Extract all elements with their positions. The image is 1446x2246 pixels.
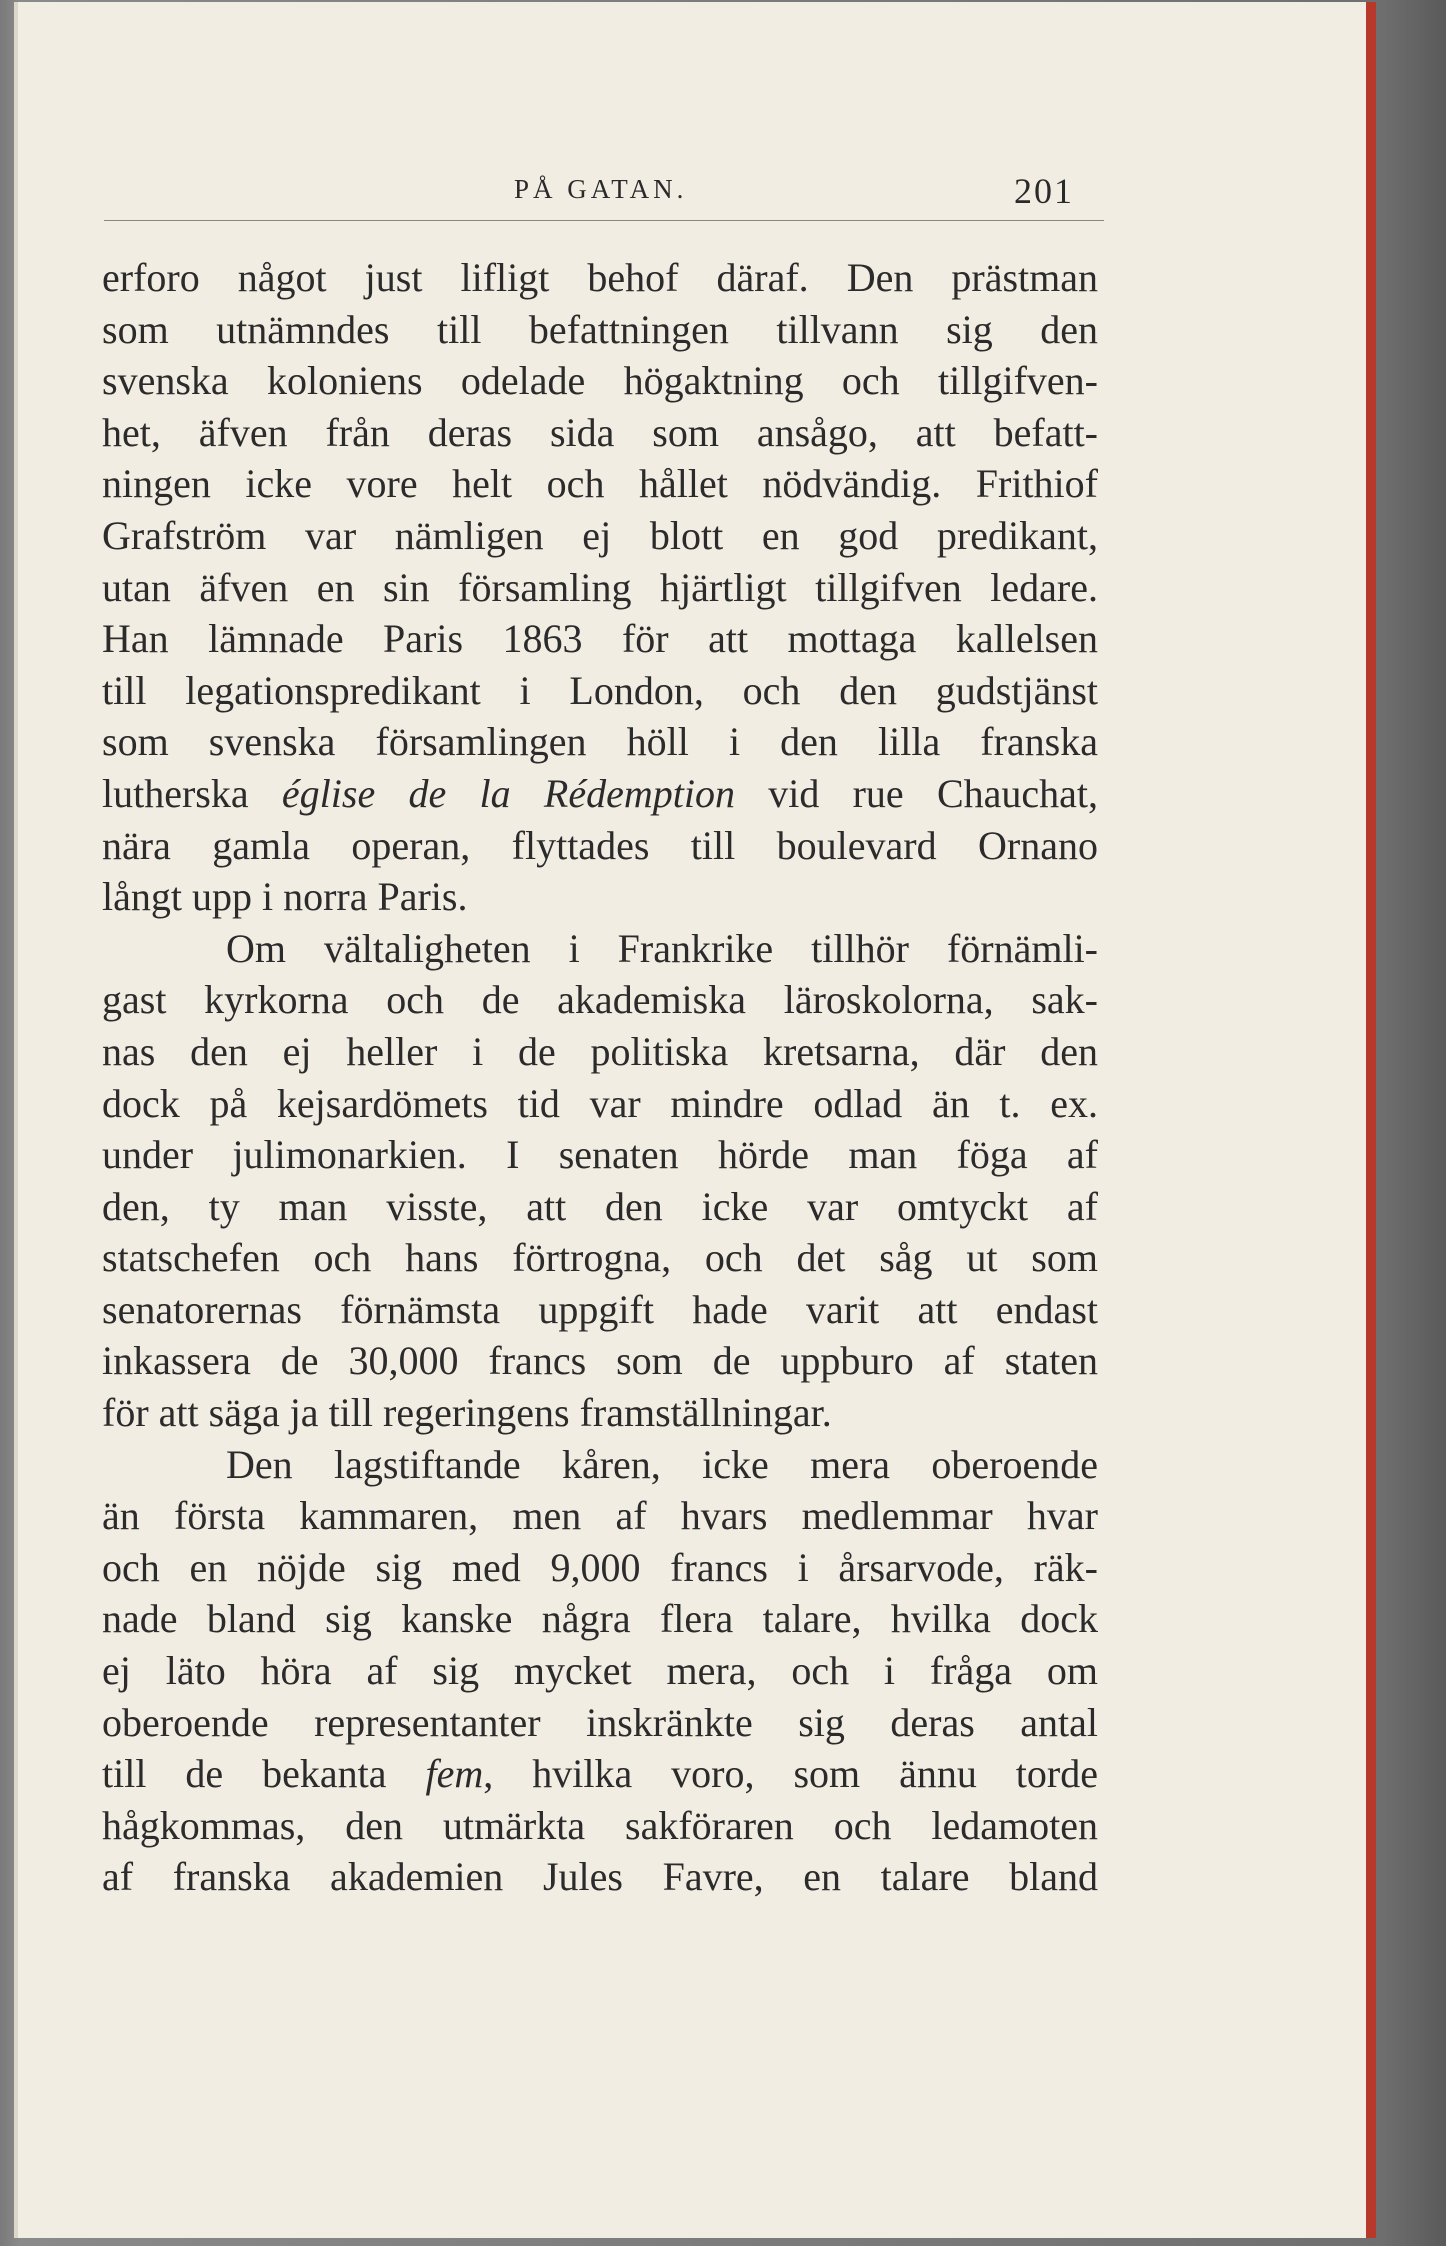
text-line: Om vältaligheten i Frankrike tillhör förnämli- [226, 925, 1098, 971]
text-line [102, 768, 1098, 820]
text-line: ej läto höra af sig mycket mera, och i fråga om [102, 1648, 1098, 1694]
text-line: utan äfven en sin församling hjärtligt tillgifven ledare. [102, 564, 1098, 610]
text-line: till legationspredikant i London, och den gudstjänst [102, 667, 1098, 713]
text-line: för att säga ja till regeringens framställningar. [102, 1390, 832, 1436]
running-title: PÅ GATAN. [514, 174, 688, 204]
text-line: af franska akademien Jules Favre, en talare bland [102, 1854, 1098, 1900]
text-line: gast kyrkorna och de akademiska läroskolorna, sak- [102, 977, 1098, 1023]
text-line-part: vid rue Chauchat, [734, 770, 1099, 816]
text-line: svenska koloniens odelade högaktning och tillgifven- [102, 358, 1098, 404]
text-line: som svenska församlingen höll i den lilla franska [102, 719, 1098, 765]
book-page [14, 2, 1376, 2238]
body-text [102, 252, 1098, 1903]
page-number: 201 [1014, 171, 1074, 211]
text-line: dock på kejsardömets tid var mindre odlad än t. ex. [102, 1080, 1098, 1126]
text-line: den, ty man visste, att den icke var omtyckt af [102, 1183, 1098, 1229]
text-line: inkassera de 30,000 francs som de uppburo af staten [102, 1338, 1098, 1384]
text-line [102, 1748, 1098, 1800]
text-line: Grafström var nämligen ej blott en god predikant, [102, 512, 1098, 558]
text-line: erforo något just lifligt behof däraf. Den prästman [102, 255, 1098, 300]
text-line: under julimonarkien. I senaten hörde man föga af [102, 1132, 1098, 1178]
text-line: som utnämndes till befattningen tillvann sig den [102, 306, 1098, 352]
header-rule [104, 220, 1104, 221]
text-line: statschefen och hans förtrogna, och det såg ut som [102, 1235, 1098, 1281]
text-line: nade bland sig kanske några flera talare, hvilka dock [102, 1596, 1098, 1642]
italic-phrase: église de la Rédemption [281, 770, 735, 816]
text-line: ningen icke vore helt och hållet nödvändig. Frithiof [102, 461, 1098, 507]
italic-phrase: fem [425, 1751, 484, 1797]
text-line: än första kammaren, men af hvars medlemmar hvar [102, 1493, 1098, 1539]
text-line: långt upp i norra Paris. [102, 874, 468, 920]
text-line: hågkommas, den utmärkta sakföraren och ledamoten [102, 1802, 1098, 1848]
text-line: senatorernas förnämsta uppgift hade varit att endast [102, 1286, 1098, 1332]
text-line: Den lagstiftande kåren, icke mera oberoende [226, 1441, 1098, 1487]
text-line-part: till de bekanta [102, 1751, 426, 1797]
text-line: Han lämnade Paris 1863 för att mottaga kallelsen [102, 616, 1098, 662]
text-line: och en nöjde sig med 9,000 francs i årsarvode, räk- [102, 1544, 1098, 1590]
text-line-part: lutherska [102, 770, 282, 816]
text-line: oberoende representanter inskränkte sig deras antal [102, 1699, 1098, 1745]
text-line: nas den ej heller i de politiska kretsarna, där den [102, 1028, 1098, 1074]
page-header [104, 162, 1104, 222]
text-line-part: , hvilka voro, som ännu torde [483, 1751, 1098, 1797]
text-line: nära gamla operan, flyttades till boulevard Ornano [102, 822, 1098, 868]
text-line: het, äfven från deras sida som ansågo, att befatt- [102, 409, 1098, 455]
